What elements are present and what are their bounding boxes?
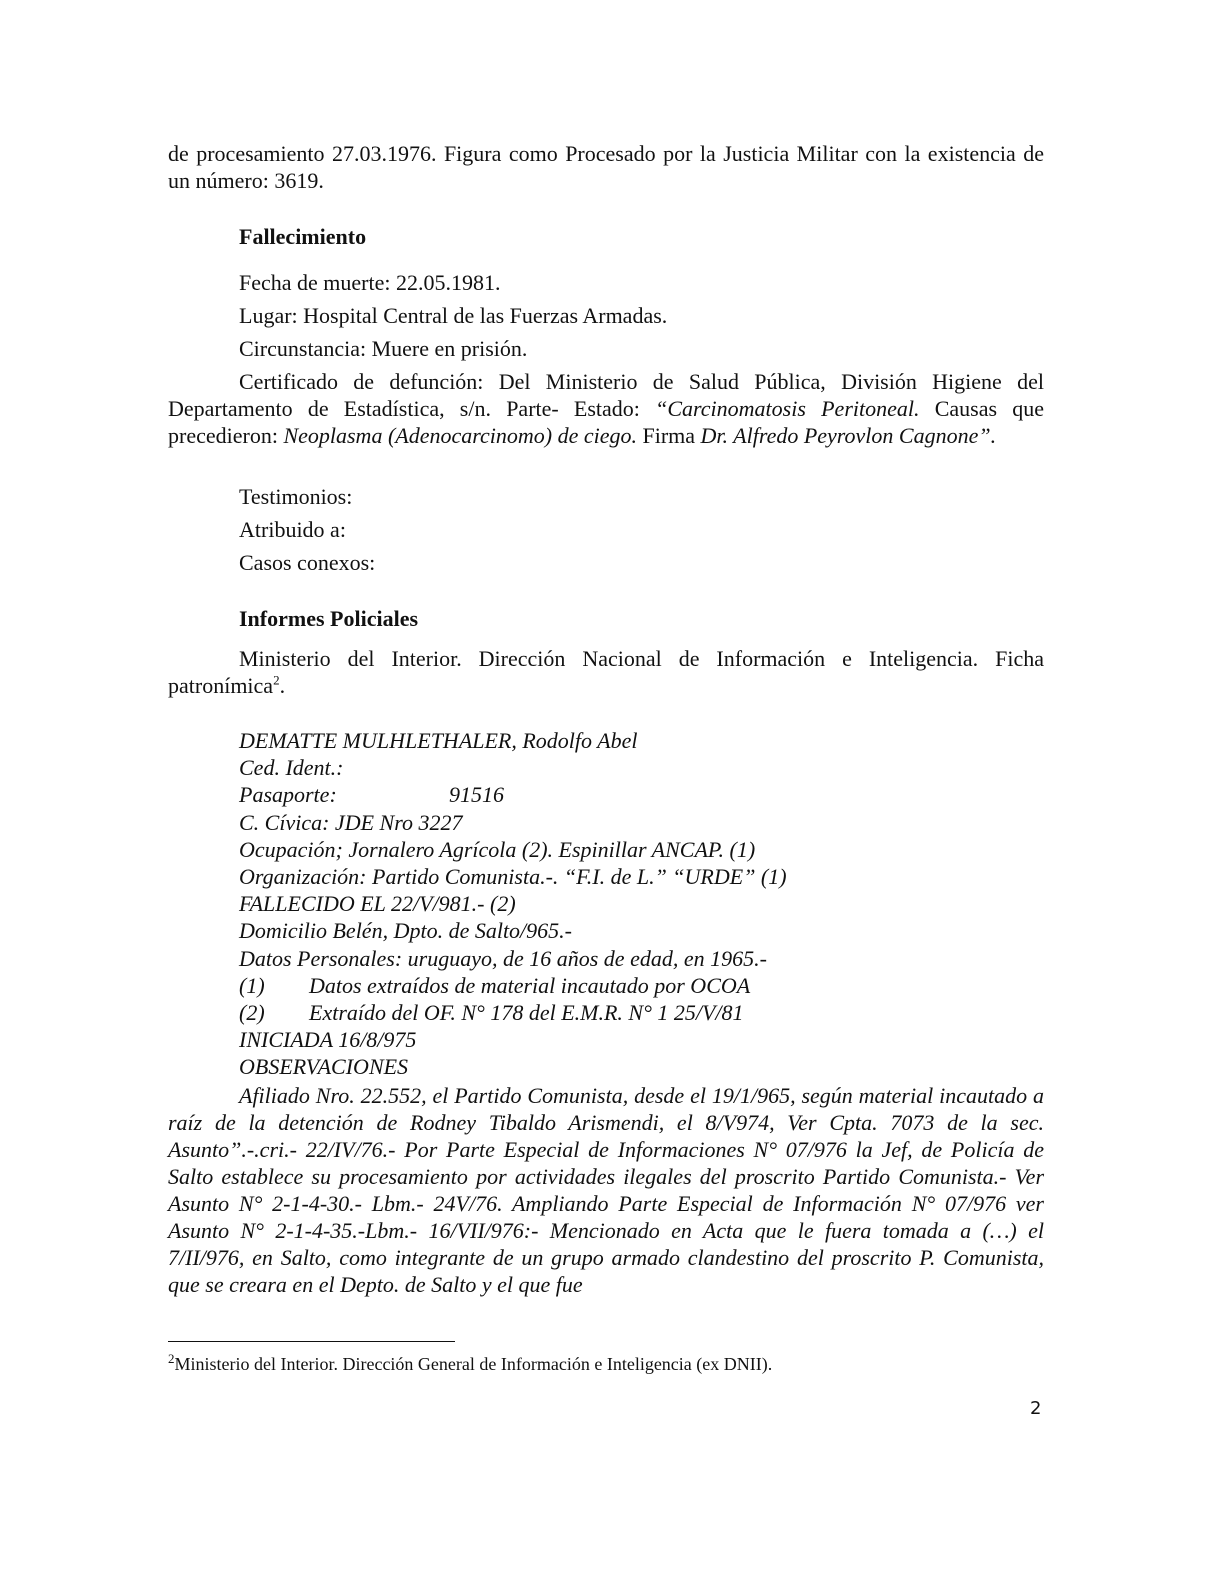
record-id: Ced. Ident.: <box>239 755 344 781</box>
record-note-2-number: (2) <box>239 1000 265 1026</box>
cert-part-a: Certificado de defunción: Del Ministerio de Salud Pública, División Higiene del Departamento de Estadística, s/n. Parte- Estado: <box>168 369 1044 421</box>
record-card <box>239 727 1044 1081</box>
intro-paragraph <box>168 140 1044 194</box>
page-number: 2 <box>1030 1398 1042 1419</box>
death-certificate-paragraph <box>168 368 1044 449</box>
police-intro-body: Ministerio del Interior. Dirección Nacional de Información e Inteligencia. Ficha patronímica <box>168 646 1044 698</box>
record-address: Domicilio Belén, Dpto. de Salto/965.- <box>239 918 572 944</box>
testimonies-label: Testimonios: <box>239 484 353 509</box>
record-deceased: FALLECIDO EL 22/V/981.- (2) <box>239 891 516 917</box>
record-passport-label: Pasaporte: <box>239 782 337 808</box>
footnote-reference: 2 <box>273 672 280 688</box>
footnote-separator <box>168 1341 455 1342</box>
record-passport-value: 91516 <box>449 782 504 808</box>
record-note-2 <box>239 999 1044 1026</box>
police-heading: Informes Policiales <box>239 606 419 631</box>
cert-part-f: Dr. Alfredo Peyrovlon Cagnone”. <box>700 423 997 448</box>
record-civic: C. Cívica: JDE Nro 3227 <box>239 809 463 835</box>
cert-part-e: Firma <box>636 423 701 448</box>
footnote-mark: 2 <box>168 1351 175 1366</box>
observations-paragraph <box>168 1082 1044 1298</box>
record-note-2-text: Extraído del OF. N° 178 del E.M.R. N° 1 25/V/81 <box>309 1000 744 1026</box>
record-organization: Organización: Partido Comunista.-. “F.I. de L.” “URDE” (1) <box>239 864 787 890</box>
cert-part-c: Causas que precedieron: <box>168 396 1044 448</box>
death-date: Fecha de muerte: 22.05.1981. <box>239 270 501 295</box>
observations-text: Afiliado Nro. 22.552, el Partido Comunista, desde el 19/1/965, según material incautado a raíz de la detención de Rodney Tibaldo Arismendi, el 8/V974, Ver Cpta. 7073 de la sec. Asunto”.-.cri.- 22/IV/76.- Por Parte Especial de Informaciones N° 07/976 la Jef, de Policía de Salto establece su procesamiento por actividades ilegales del proscrito Partido Comunista.- Ver Asunto N° 2-1-4-30.- Lbm.- 24V/76. Ampliando Parte Especial de Información N° 07/976 ver Asunto N° 2-1-4-35.-Lbm.- 16/VII/976:- Mencionado en Acta que le fuera tomada a (…) el 7/II/976, en Salto, como integrante de un grupo armado clandestino del proscrito P. Comunista, que se creara en el Depto. de Salto y el que fue <box>168 1083 1044 1297</box>
record-note-1 <box>239 972 1044 999</box>
record-note-1-text: Datos extraídos de material incautado por OCOA <box>309 972 751 998</box>
record-note-1-number: (1) <box>239 972 265 998</box>
footnote-text: Ministerio del Interior. Dirección General de Información e Inteligencia (ex DNII). <box>174 1354 773 1374</box>
attributed-label: Atribuido a: <box>239 517 346 542</box>
record-started: INICIADA 16/8/975 <box>239 1027 417 1053</box>
record-passport <box>239 781 1044 808</box>
record-observations-heading: OBSERVACIONES <box>239 1054 409 1080</box>
cert-part-b: “Carcinomatosis Peritoneal. <box>655 396 920 421</box>
record-personal: Datos Personales: uruguayo, de 16 años de edad, en 1965.- <box>239 945 767 971</box>
cert-part-d: Neoplasma (Adenocarcinomo) de ciego. <box>283 423 637 448</box>
police-intro-paragraph <box>168 645 1044 699</box>
death-heading: Fallecimiento <box>239 224 367 249</box>
police-intro-text <box>168 645 1044 699</box>
police-intro-end: . <box>279 673 286 698</box>
related-cases-label: Casos conexos: <box>239 550 376 575</box>
death-certificate-text <box>168 368 1044 449</box>
death-place: Lugar: Hospital Central de las Fuerzas Armadas. <box>239 303 668 328</box>
record-name: DEMATTE MULHLETHALER, Rodolfo Abel <box>239 728 638 753</box>
footnote <box>168 1353 772 1375</box>
intro-text: de procesamiento 27.03.1976. Figura como Procesado por la Justicia Militar con la existencia de un número: 3619. <box>168 141 1044 193</box>
record-occupation: Ocupación; Jornalero Agrícola (2). Espinillar ANCAP. (1) <box>239 836 756 862</box>
death-circumstance: Circunstancia: Muere en prisión. <box>239 336 528 361</box>
